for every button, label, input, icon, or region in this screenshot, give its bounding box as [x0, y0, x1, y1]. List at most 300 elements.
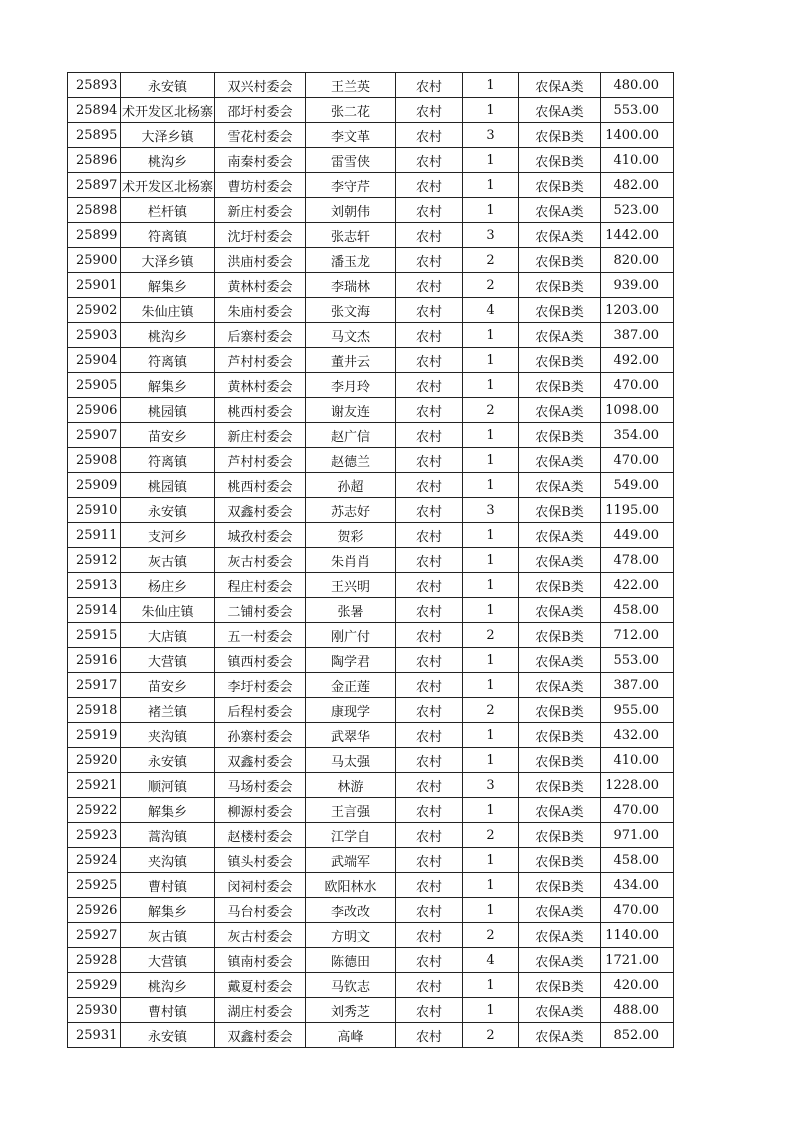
record-id-cell: 25893: [68, 73, 121, 98]
household-count-cell: 3: [463, 223, 519, 248]
village-committee-cell: 马场村委会: [215, 773, 306, 798]
table-row: [68, 873, 674, 898]
insurance-category-cell: 农保A类: [519, 98, 601, 123]
household-count-cell: 1: [463, 373, 519, 398]
record-id-cell: 25923: [68, 823, 121, 848]
insurance-category-cell: 农保B类: [519, 248, 601, 273]
town-cell: 支河乡: [121, 523, 215, 548]
town-cell: 解集乡: [121, 373, 215, 398]
person-name-cell: 雷雪侠: [306, 148, 396, 173]
person-name-cell: 江学自: [306, 823, 396, 848]
village-committee-cell: 芦村村委会: [215, 348, 306, 373]
area-type-cell: 农村: [396, 123, 463, 148]
record-id-cell: 25899: [68, 223, 121, 248]
town-cell: 永安镇: [121, 748, 215, 773]
insurance-category-cell: 农保B类: [519, 123, 601, 148]
village-committee-cell: 闵祠村委会: [215, 873, 306, 898]
household-count-cell: 4: [463, 948, 519, 973]
town-cell: 朱仙庄镇: [121, 598, 215, 623]
table-row: [68, 723, 674, 748]
area-type-cell: 农村: [396, 373, 463, 398]
table-row: [68, 1023, 674, 1048]
record-id-cell: 25919: [68, 723, 121, 748]
record-id-cell: 25901: [68, 273, 121, 298]
table-row: [68, 523, 674, 548]
table-body: [68, 73, 674, 1048]
town-cell: 灰古镇: [121, 548, 215, 573]
person-name-cell: 李月玲: [306, 373, 396, 398]
table-row: [68, 248, 674, 273]
town-cell: 解集乡: [121, 798, 215, 823]
household-count-cell: 1: [463, 848, 519, 873]
village-committee-cell: 双鑫村委会: [215, 498, 306, 523]
person-name-cell: 陈德田: [306, 948, 396, 973]
person-name-cell: 李瑞林: [306, 273, 396, 298]
record-id-cell: 25915: [68, 623, 121, 648]
town-cell: 曹村镇: [121, 998, 215, 1023]
record-id-cell: 25922: [68, 798, 121, 823]
table-row: [68, 323, 674, 348]
area-type-cell: 农村: [396, 948, 463, 973]
insurance-category-cell: 农保A类: [519, 1023, 601, 1048]
village-committee-cell: 戴夏村委会: [215, 973, 306, 998]
table-row: [68, 798, 674, 823]
amount-cell: 1098.00: [601, 398, 674, 423]
person-name-cell: 苏志好: [306, 498, 396, 523]
person-name-cell: 潘玉龙: [306, 248, 396, 273]
amount-cell: 420.00: [601, 973, 674, 998]
household-count-cell: 4: [463, 298, 519, 323]
area-type-cell: 农村: [396, 748, 463, 773]
person-name-cell: 张志轩: [306, 223, 396, 248]
insurance-category-cell: 农保B类: [519, 973, 601, 998]
record-id-cell: 25897: [68, 173, 121, 198]
village-committee-cell: 朱庙村委会: [215, 298, 306, 323]
record-id-cell: 25925: [68, 873, 121, 898]
household-count-cell: 2: [463, 1023, 519, 1048]
insurance-category-cell: 农保B类: [519, 348, 601, 373]
table-row: [68, 448, 674, 473]
household-count-cell: 1: [463, 598, 519, 623]
town-cell: 夹沟镇: [121, 723, 215, 748]
insurance-category-cell: 农保B类: [519, 823, 601, 848]
record-id-cell: 25910: [68, 498, 121, 523]
person-name-cell: 李文革: [306, 123, 396, 148]
record-id-cell: 25930: [68, 998, 121, 1023]
record-id-cell: 25903: [68, 323, 121, 348]
village-committee-cell: 芦村村委会: [215, 448, 306, 473]
household-count-cell: 1: [463, 198, 519, 223]
town-cell: 苗安乡: [121, 423, 215, 448]
village-committee-cell: 灰古村委会: [215, 923, 306, 948]
person-name-cell: 孙超: [306, 473, 396, 498]
area-type-cell: 农村: [396, 198, 463, 223]
village-committee-cell: 双鑫村委会: [215, 748, 306, 773]
record-id-cell: 25904: [68, 348, 121, 373]
village-committee-cell: 程庄村委会: [215, 573, 306, 598]
record-id-cell: 25896: [68, 148, 121, 173]
person-name-cell: 李守芹: [306, 173, 396, 198]
household-count-cell: 1: [463, 473, 519, 498]
table-row: [68, 198, 674, 223]
person-name-cell: 董井云: [306, 348, 396, 373]
area-type-cell: 农村: [396, 598, 463, 623]
table-row: [68, 648, 674, 673]
amount-cell: 712.00: [601, 623, 674, 648]
person-name-cell: 武翠华: [306, 723, 396, 748]
area-type-cell: 农村: [396, 898, 463, 923]
table-row: [68, 498, 674, 523]
village-committee-cell: 镇头村委会: [215, 848, 306, 873]
record-id-cell: 25898: [68, 198, 121, 223]
table-row: [68, 148, 674, 173]
record-id-cell: 25902: [68, 298, 121, 323]
amount-cell: 470.00: [601, 373, 674, 398]
insurance-category-cell: 农保B类: [519, 373, 601, 398]
village-committee-cell: 邵圩村委会: [215, 98, 306, 123]
town-cell: 杨庄乡: [121, 573, 215, 598]
insurance-category-cell: 农保A类: [519, 223, 601, 248]
area-type-cell: 农村: [396, 723, 463, 748]
household-count-cell: 1: [463, 448, 519, 473]
town-cell: 灰古镇: [121, 923, 215, 948]
record-id-cell: 25931: [68, 1023, 121, 1048]
amount-cell: 387.00: [601, 323, 674, 348]
record-id-cell: 25895: [68, 123, 121, 148]
household-count-cell: 2: [463, 823, 519, 848]
person-name-cell: 谢友连: [306, 398, 396, 423]
household-count-cell: 1: [463, 673, 519, 698]
person-name-cell: 赵德兰: [306, 448, 396, 473]
insurance-category-cell: 农保B类: [519, 773, 601, 798]
table-row: [68, 573, 674, 598]
town-cell: 桃园镇: [121, 398, 215, 423]
household-count-cell: 1: [463, 798, 519, 823]
insurance-category-cell: 农保B类: [519, 723, 601, 748]
area-type-cell: 农村: [396, 1023, 463, 1048]
amount-cell: 470.00: [601, 898, 674, 923]
insurance-category-cell: 农保A类: [519, 648, 601, 673]
household-count-cell: 1: [463, 998, 519, 1023]
household-count-cell: 2: [463, 623, 519, 648]
table-row: [68, 273, 674, 298]
town-cell: 符离镇: [121, 448, 215, 473]
record-id-cell: 25916: [68, 648, 121, 673]
insurance-category-cell: 农保A类: [519, 923, 601, 948]
insurance-category-cell: 农保A类: [519, 398, 601, 423]
town-cell: 褚兰镇: [121, 698, 215, 723]
record-id-cell: 25924: [68, 848, 121, 873]
insurance-category-cell: 农保A类: [519, 898, 601, 923]
household-count-cell: 1: [463, 573, 519, 598]
area-type-cell: 农村: [396, 623, 463, 648]
amount-cell: 422.00: [601, 573, 674, 598]
town-cell: 永安镇: [121, 1023, 215, 1048]
amount-cell: 458.00: [601, 848, 674, 873]
table-row: [68, 373, 674, 398]
town-cell: 桃沟乡: [121, 323, 215, 348]
amount-cell: 1140.00: [601, 923, 674, 948]
village-committee-cell: 新庄村委会: [215, 198, 306, 223]
village-committee-cell: 镇南村委会: [215, 948, 306, 973]
town-cell: 大营镇: [121, 648, 215, 673]
area-type-cell: 农村: [396, 798, 463, 823]
person-name-cell: 马钦志: [306, 973, 396, 998]
record-id-cell: 25905: [68, 373, 121, 398]
village-committee-cell: 雪花村委会: [215, 123, 306, 148]
insurance-category-cell: 农保B类: [519, 148, 601, 173]
amount-cell: 852.00: [601, 1023, 674, 1048]
amount-cell: 354.00: [601, 423, 674, 448]
household-count-cell: 1: [463, 98, 519, 123]
insurance-category-cell: 农保B类: [519, 848, 601, 873]
table-row: [68, 398, 674, 423]
insurance-category-cell: 农保A类: [519, 323, 601, 348]
table-row: [68, 623, 674, 648]
insurance-category-cell: 农保A类: [519, 448, 601, 473]
insurance-category-cell: 农保B类: [519, 623, 601, 648]
table-row: [68, 848, 674, 873]
amount-cell: 478.00: [601, 548, 674, 573]
person-name-cell: 王言强: [306, 798, 396, 823]
benefit-table: [67, 72, 674, 1048]
table-row: [68, 698, 674, 723]
household-count-cell: 1: [463, 173, 519, 198]
area-type-cell: 农村: [396, 273, 463, 298]
village-committee-cell: 二铺村委会: [215, 598, 306, 623]
person-name-cell: 朱肖肖: [306, 548, 396, 573]
area-type-cell: 农村: [396, 548, 463, 573]
insurance-category-cell: 农保B类: [519, 423, 601, 448]
insurance-category-cell: 农保A类: [519, 73, 601, 98]
person-name-cell: 康现学: [306, 698, 396, 723]
amount-cell: 1203.00: [601, 298, 674, 323]
person-name-cell: 贺彩: [306, 523, 396, 548]
table-row: [68, 473, 674, 498]
household-count-cell: 1: [463, 973, 519, 998]
table-row: [68, 123, 674, 148]
village-committee-cell: 李圩村委会: [215, 673, 306, 698]
table-row: [68, 98, 674, 123]
village-committee-cell: 孙寨村委会: [215, 723, 306, 748]
amount-cell: 523.00: [601, 198, 674, 223]
insurance-category-cell: 农保A类: [519, 548, 601, 573]
village-committee-cell: 黄林村委会: [215, 273, 306, 298]
amount-cell: 470.00: [601, 798, 674, 823]
person-name-cell: 金正莲: [306, 673, 396, 698]
record-id-cell: 25906: [68, 398, 121, 423]
record-id-cell: 25917: [68, 673, 121, 698]
area-type-cell: 农村: [396, 923, 463, 948]
town-cell: 大泽乡镇: [121, 123, 215, 148]
table-row: [68, 223, 674, 248]
town-cell: 永安镇: [121, 498, 215, 523]
amount-cell: 939.00: [601, 273, 674, 298]
household-count-cell: 3: [463, 123, 519, 148]
area-type-cell: 农村: [396, 398, 463, 423]
village-committee-cell: 湖庄村委会: [215, 998, 306, 1023]
area-type-cell: 农村: [396, 873, 463, 898]
town-cell: 苗安乡: [121, 673, 215, 698]
record-id-cell: 25928: [68, 948, 121, 973]
town-cell: 夹沟镇: [121, 848, 215, 873]
amount-cell: 1228.00: [601, 773, 674, 798]
table-row: [68, 548, 674, 573]
town-cell: 大泽乡镇: [121, 248, 215, 273]
area-type-cell: 农村: [396, 348, 463, 373]
person-name-cell: 张暑: [306, 598, 396, 623]
town-cell: 术开发区北杨寨: [121, 98, 215, 123]
record-id-cell: 25907: [68, 423, 121, 448]
household-count-cell: 3: [463, 498, 519, 523]
town-cell: 朱仙庄镇: [121, 298, 215, 323]
insurance-category-cell: 农保B类: [519, 298, 601, 323]
household-count-cell: 2: [463, 923, 519, 948]
area-type-cell: 农村: [396, 848, 463, 873]
town-cell: 术开发区北杨寨: [121, 173, 215, 198]
amount-cell: 492.00: [601, 348, 674, 373]
person-name-cell: 欧阳林水: [306, 873, 396, 898]
amount-cell: 971.00: [601, 823, 674, 848]
insurance-category-cell: 农保B类: [519, 698, 601, 723]
village-committee-cell: 后程村委会: [215, 698, 306, 723]
area-type-cell: 农村: [396, 498, 463, 523]
amount-cell: 549.00: [601, 473, 674, 498]
record-id-cell: 25929: [68, 973, 121, 998]
table-row: [68, 348, 674, 373]
village-committee-cell: 桃西村委会: [215, 398, 306, 423]
village-committee-cell: 五一村委会: [215, 623, 306, 648]
insurance-category-cell: 农保A类: [519, 198, 601, 223]
insurance-category-cell: 农保A类: [519, 523, 601, 548]
village-committee-cell: 镇西村委会: [215, 648, 306, 673]
household-count-cell: 2: [463, 248, 519, 273]
amount-cell: 488.00: [601, 998, 674, 1023]
area-type-cell: 农村: [396, 973, 463, 998]
person-name-cell: 武端军: [306, 848, 396, 873]
village-committee-cell: 洪庙村委会: [215, 248, 306, 273]
area-type-cell: 农村: [396, 698, 463, 723]
amount-cell: 387.00: [601, 673, 674, 698]
record-id-cell: 25926: [68, 898, 121, 923]
record-id-cell: 25900: [68, 248, 121, 273]
person-name-cell: 马太强: [306, 748, 396, 773]
town-cell: 符离镇: [121, 223, 215, 248]
record-id-cell: 25913: [68, 573, 121, 598]
table-row: [68, 598, 674, 623]
insurance-category-cell: 农保A类: [519, 673, 601, 698]
record-id-cell: 25912: [68, 548, 121, 573]
village-committee-cell: 南秦村委会: [215, 148, 306, 173]
town-cell: 桃沟乡: [121, 148, 215, 173]
village-committee-cell: 柳源村委会: [215, 798, 306, 823]
town-cell: 大店镇: [121, 623, 215, 648]
record-id-cell: 25920: [68, 748, 121, 773]
insurance-category-cell: 农保B类: [519, 748, 601, 773]
area-type-cell: 农村: [396, 423, 463, 448]
town-cell: 永安镇: [121, 73, 215, 98]
household-count-cell: 1: [463, 748, 519, 773]
table-row: [68, 948, 674, 973]
person-name-cell: 刘秀芝: [306, 998, 396, 1023]
amount-cell: 434.00: [601, 873, 674, 898]
area-type-cell: 农村: [396, 523, 463, 548]
amount-cell: 1195.00: [601, 498, 674, 523]
amount-cell: 553.00: [601, 648, 674, 673]
table-row: [68, 898, 674, 923]
town-cell: 解集乡: [121, 898, 215, 923]
person-name-cell: 王兰英: [306, 73, 396, 98]
town-cell: 蒿沟镇: [121, 823, 215, 848]
record-id-cell: 25927: [68, 923, 121, 948]
area-type-cell: 农村: [396, 573, 463, 598]
area-type-cell: 农村: [396, 223, 463, 248]
table-row: [68, 748, 674, 773]
insurance-category-cell: 农保B类: [519, 498, 601, 523]
village-committee-cell: 马台村委会: [215, 898, 306, 923]
village-committee-cell: 灰古村委会: [215, 548, 306, 573]
insurance-category-cell: 农保A类: [519, 598, 601, 623]
insurance-category-cell: 农保A类: [519, 798, 601, 823]
record-id-cell: 25894: [68, 98, 121, 123]
person-name-cell: 王兴明: [306, 573, 396, 598]
amount-cell: 410.00: [601, 748, 674, 773]
amount-cell: 1442.00: [601, 223, 674, 248]
amount-cell: 410.00: [601, 148, 674, 173]
town-cell: 大营镇: [121, 948, 215, 973]
area-type-cell: 农村: [396, 148, 463, 173]
amount-cell: 955.00: [601, 698, 674, 723]
amount-cell: 553.00: [601, 98, 674, 123]
household-count-cell: 1: [463, 348, 519, 373]
town-cell: 桃园镇: [121, 473, 215, 498]
amount-cell: 458.00: [601, 598, 674, 623]
table-row: [68, 923, 674, 948]
household-count-cell: 1: [463, 548, 519, 573]
household-count-cell: 1: [463, 323, 519, 348]
village-committee-cell: 新庄村委会: [215, 423, 306, 448]
insurance-category-cell: 农保B类: [519, 273, 601, 298]
area-type-cell: 农村: [396, 248, 463, 273]
insurance-category-cell: 农保B类: [519, 173, 601, 198]
town-cell: 桃沟乡: [121, 973, 215, 998]
person-name-cell: 陶学君: [306, 648, 396, 673]
amount-cell: 482.00: [601, 173, 674, 198]
household-count-cell: 2: [463, 398, 519, 423]
town-cell: 符离镇: [121, 348, 215, 373]
insurance-category-cell: 农保A类: [519, 948, 601, 973]
person-name-cell: 张二花: [306, 98, 396, 123]
area-type-cell: 农村: [396, 98, 463, 123]
table-row: [68, 673, 674, 698]
insurance-category-cell: 农保B类: [519, 573, 601, 598]
household-count-cell: 1: [463, 423, 519, 448]
table-row: [68, 423, 674, 448]
table-row: [68, 773, 674, 798]
record-id-cell: 25914: [68, 598, 121, 623]
household-count-cell: 1: [463, 73, 519, 98]
insurance-category-cell: 农保A类: [519, 998, 601, 1023]
person-name-cell: 张文海: [306, 298, 396, 323]
area-type-cell: 农村: [396, 323, 463, 348]
table-row: [68, 998, 674, 1023]
town-cell: 曹村镇: [121, 873, 215, 898]
village-committee-cell: 沈圩村委会: [215, 223, 306, 248]
village-committee-cell: 黄林村委会: [215, 373, 306, 398]
household-count-cell: 1: [463, 648, 519, 673]
town-cell: 顺河镇: [121, 773, 215, 798]
household-count-cell: 1: [463, 898, 519, 923]
